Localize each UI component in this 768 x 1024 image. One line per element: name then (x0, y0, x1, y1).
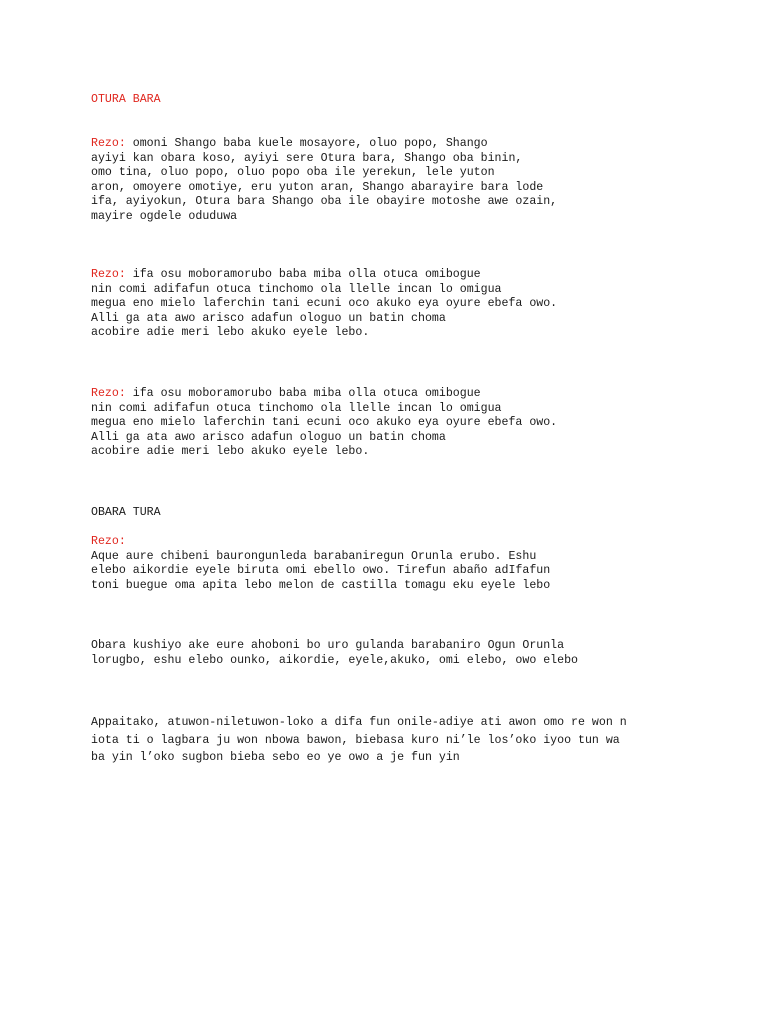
text-line-content: ifa osu moboramorubo baba miba olla otuca omibogue (125, 387, 481, 400)
text-line: Appaitako, atuwon-niletuwon-loko a difa fun onile-adiye ati awon omo re won n (91, 716, 627, 729)
text-line: ba yin l’oko sugbon bieba sebo eo ye owo a je fun yin (91, 751, 460, 764)
text-line: Aque aure chibeni baurongunleda barabaniregun Orunla erubo. Eshu (91, 549, 537, 563)
text-line: megua eno mielo laferchin tani ecuni oco akuko eya oyure ebefa owo. (91, 297, 558, 311)
rezo-label: Rezo: (91, 137, 126, 150)
text-line: aron, omoyere omotiye, eru yuton aran, Shango abarayire bara lode (91, 180, 544, 194)
text-line-content: omoni Shango baba kuele mosayore, oluo popo, Shango (125, 137, 488, 150)
text-line: Alli ga ata awo arisco adafun ologuo un batin choma (91, 311, 446, 325)
text-line (91, 268, 481, 283)
text-line: megua eno mielo laferchin tani ecuni oco akuko eya oyure ebefa owo. (91, 416, 558, 430)
text-line: toni buegue oma apita lebo melon de castilla tomagu eku eyele lebo (91, 578, 551, 592)
text-line: nin comi adifafun otuca tinchomo ola llelle incan lo omigua (91, 401, 502, 415)
text-line: lorugbo, eshu elebo ounko, aikordie, eyele,akuko, omi elebo, owo elebo (91, 653, 579, 667)
text-line: nin comi adifafun otuca tinchomo ola llelle incan lo omigua (91, 282, 502, 296)
text-line: Obara kushiyo ake eure ahoboni bo uro gulanda barabaniro Ogun Orunla (91, 639, 565, 652)
text-line: acobire adie meri lebo akuko eyele lebo. (91, 326, 370, 340)
text-line: Alli ga ata awo arisco adafun ologuo un batin choma (91, 430, 446, 444)
text-line (91, 387, 481, 402)
text-line: omo tina, oluo popo, oluo popo oba ile yerekun, lele yuton (91, 166, 495, 180)
section-heading-otura-bara: OTURA BARA (91, 93, 161, 106)
text-line: ifa, ayiyokun, Otura bara Shango oba ile obayire motoshe awe ozain, (91, 195, 558, 209)
section-heading-obara-tura: OBARA TURA (91, 506, 161, 519)
text-line-content: ifa osu moboramorubo baba miba olla otuca omibogue (125, 268, 481, 281)
text-line: acobire adie meri lebo akuko eyele lebo. (91, 445, 370, 459)
text-line (91, 137, 488, 152)
rezo-label: Rezo: (91, 387, 126, 400)
text-line: iota ti o lagbara ju won nbowa bawon, biebasa kuro ni’le los’oko iyoo tun wa (91, 733, 620, 747)
rezo-label: Rezo: (91, 268, 126, 281)
text-line: elebo aikordie eyele biruta omi ebello owo. Tirefun abaño adIfafun (91, 564, 551, 578)
text-line: mayire ogdele oduduwa (91, 210, 238, 223)
text-line: ayiyi kan obara koso, ayiyi sere Otura bara, Shango oba binin, (91, 151, 523, 165)
rezo-label: Rezo: (91, 535, 126, 548)
